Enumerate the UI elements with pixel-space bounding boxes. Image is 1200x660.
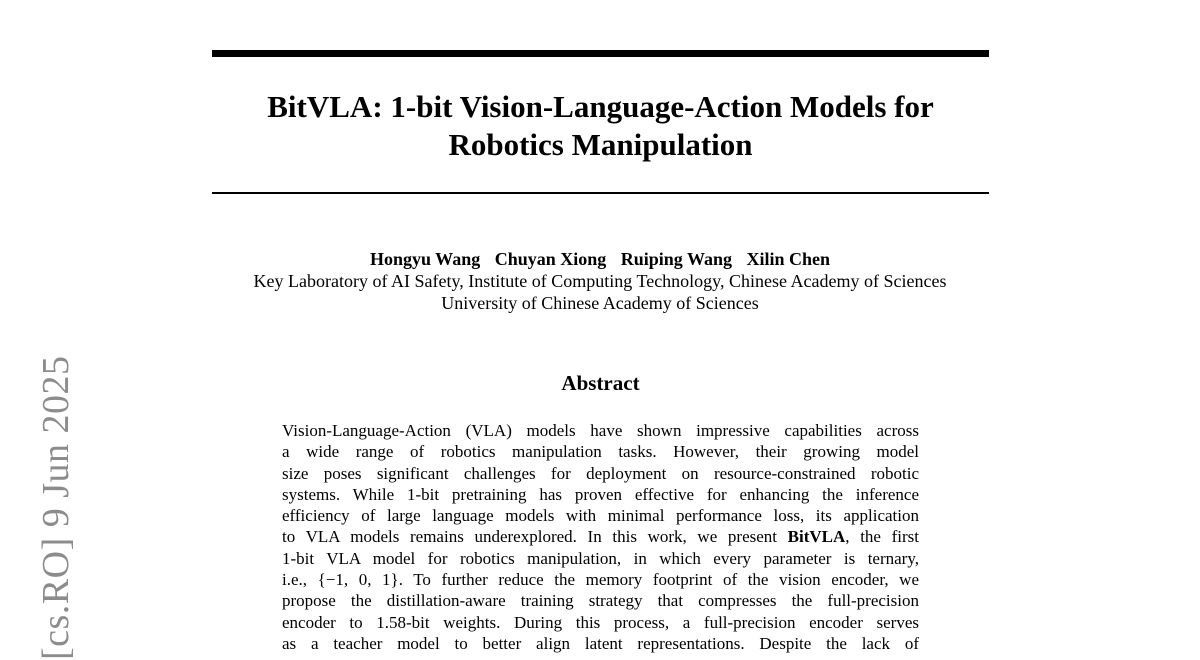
abstract-line: 1-bit VLA model for robotics manipulation, in which every parameter is ternary, bbox=[282, 548, 919, 568]
abstract-line: efficiency of large language models with minimal performance loss, its application bbox=[282, 506, 919, 526]
arxiv-stamp: [cs.RO] 9 Jun 2025 bbox=[35, 355, 77, 660]
author-name: Ruiping Wang bbox=[620, 249, 732, 269]
abstract-body bbox=[282, 420, 919, 654]
title-line-2: Robotics Manipulation bbox=[448, 127, 753, 162]
abstract-line: encoder to 1.58-bit weights. During this process, a full-precision encoder serves bbox=[282, 612, 919, 632]
abstract-line: i.e., {−1, 0, 1}. To further reduce the memory footprint of the vision encoder, we bbox=[282, 570, 919, 590]
author-list bbox=[100, 248, 1100, 270]
abstract-heading: Abstract bbox=[561, 371, 640, 395]
abstract-line: size poses significant challenges for deployment on resource-constrained robotic bbox=[282, 463, 919, 483]
abstract-line: a wide range of robotics manipulation tasks. However, their growing model bbox=[282, 442, 919, 462]
bitvla-term: BitVLA bbox=[787, 527, 846, 547]
affiliation-2: University of Chinese Academy of Sciences bbox=[441, 293, 759, 313]
abstract-line: systems. While 1-bit pretraining has proven effective for enhancing the inference bbox=[282, 484, 919, 504]
title-line-1: BitVLA: 1-bit Vision-Language-Action Models for bbox=[267, 89, 934, 124]
abstract-line-prefix: to VLA models remains underexplored. In this work, we present bbox=[282, 527, 788, 547]
author-name: Xilin Chen bbox=[746, 249, 831, 269]
abstract-line: as a teacher model to better align latent representations. Despite the lack of bbox=[282, 633, 919, 653]
abstract-line-with-bold bbox=[282, 526, 919, 547]
affiliation-1: Key Laboratory of AI Safety, Institute of Computing Technology, Chinese Academy of Sciences bbox=[253, 271, 947, 291]
abstract-line: propose the distillation-aware training strategy that compresses the full-precision bbox=[282, 591, 919, 611]
author-name: Hongyu Wang bbox=[369, 249, 481, 269]
abstract-line-suffix: , the first bbox=[845, 527, 919, 547]
author-name: Chuyan Xiong bbox=[494, 249, 607, 269]
paper-title bbox=[212, 88, 989, 164]
abstract-line: Vision-Language-Action (VLA) models have shown impressive capabilities across bbox=[282, 421, 919, 440]
title-rule bbox=[212, 192, 989, 194]
top-rule bbox=[212, 50, 989, 57]
